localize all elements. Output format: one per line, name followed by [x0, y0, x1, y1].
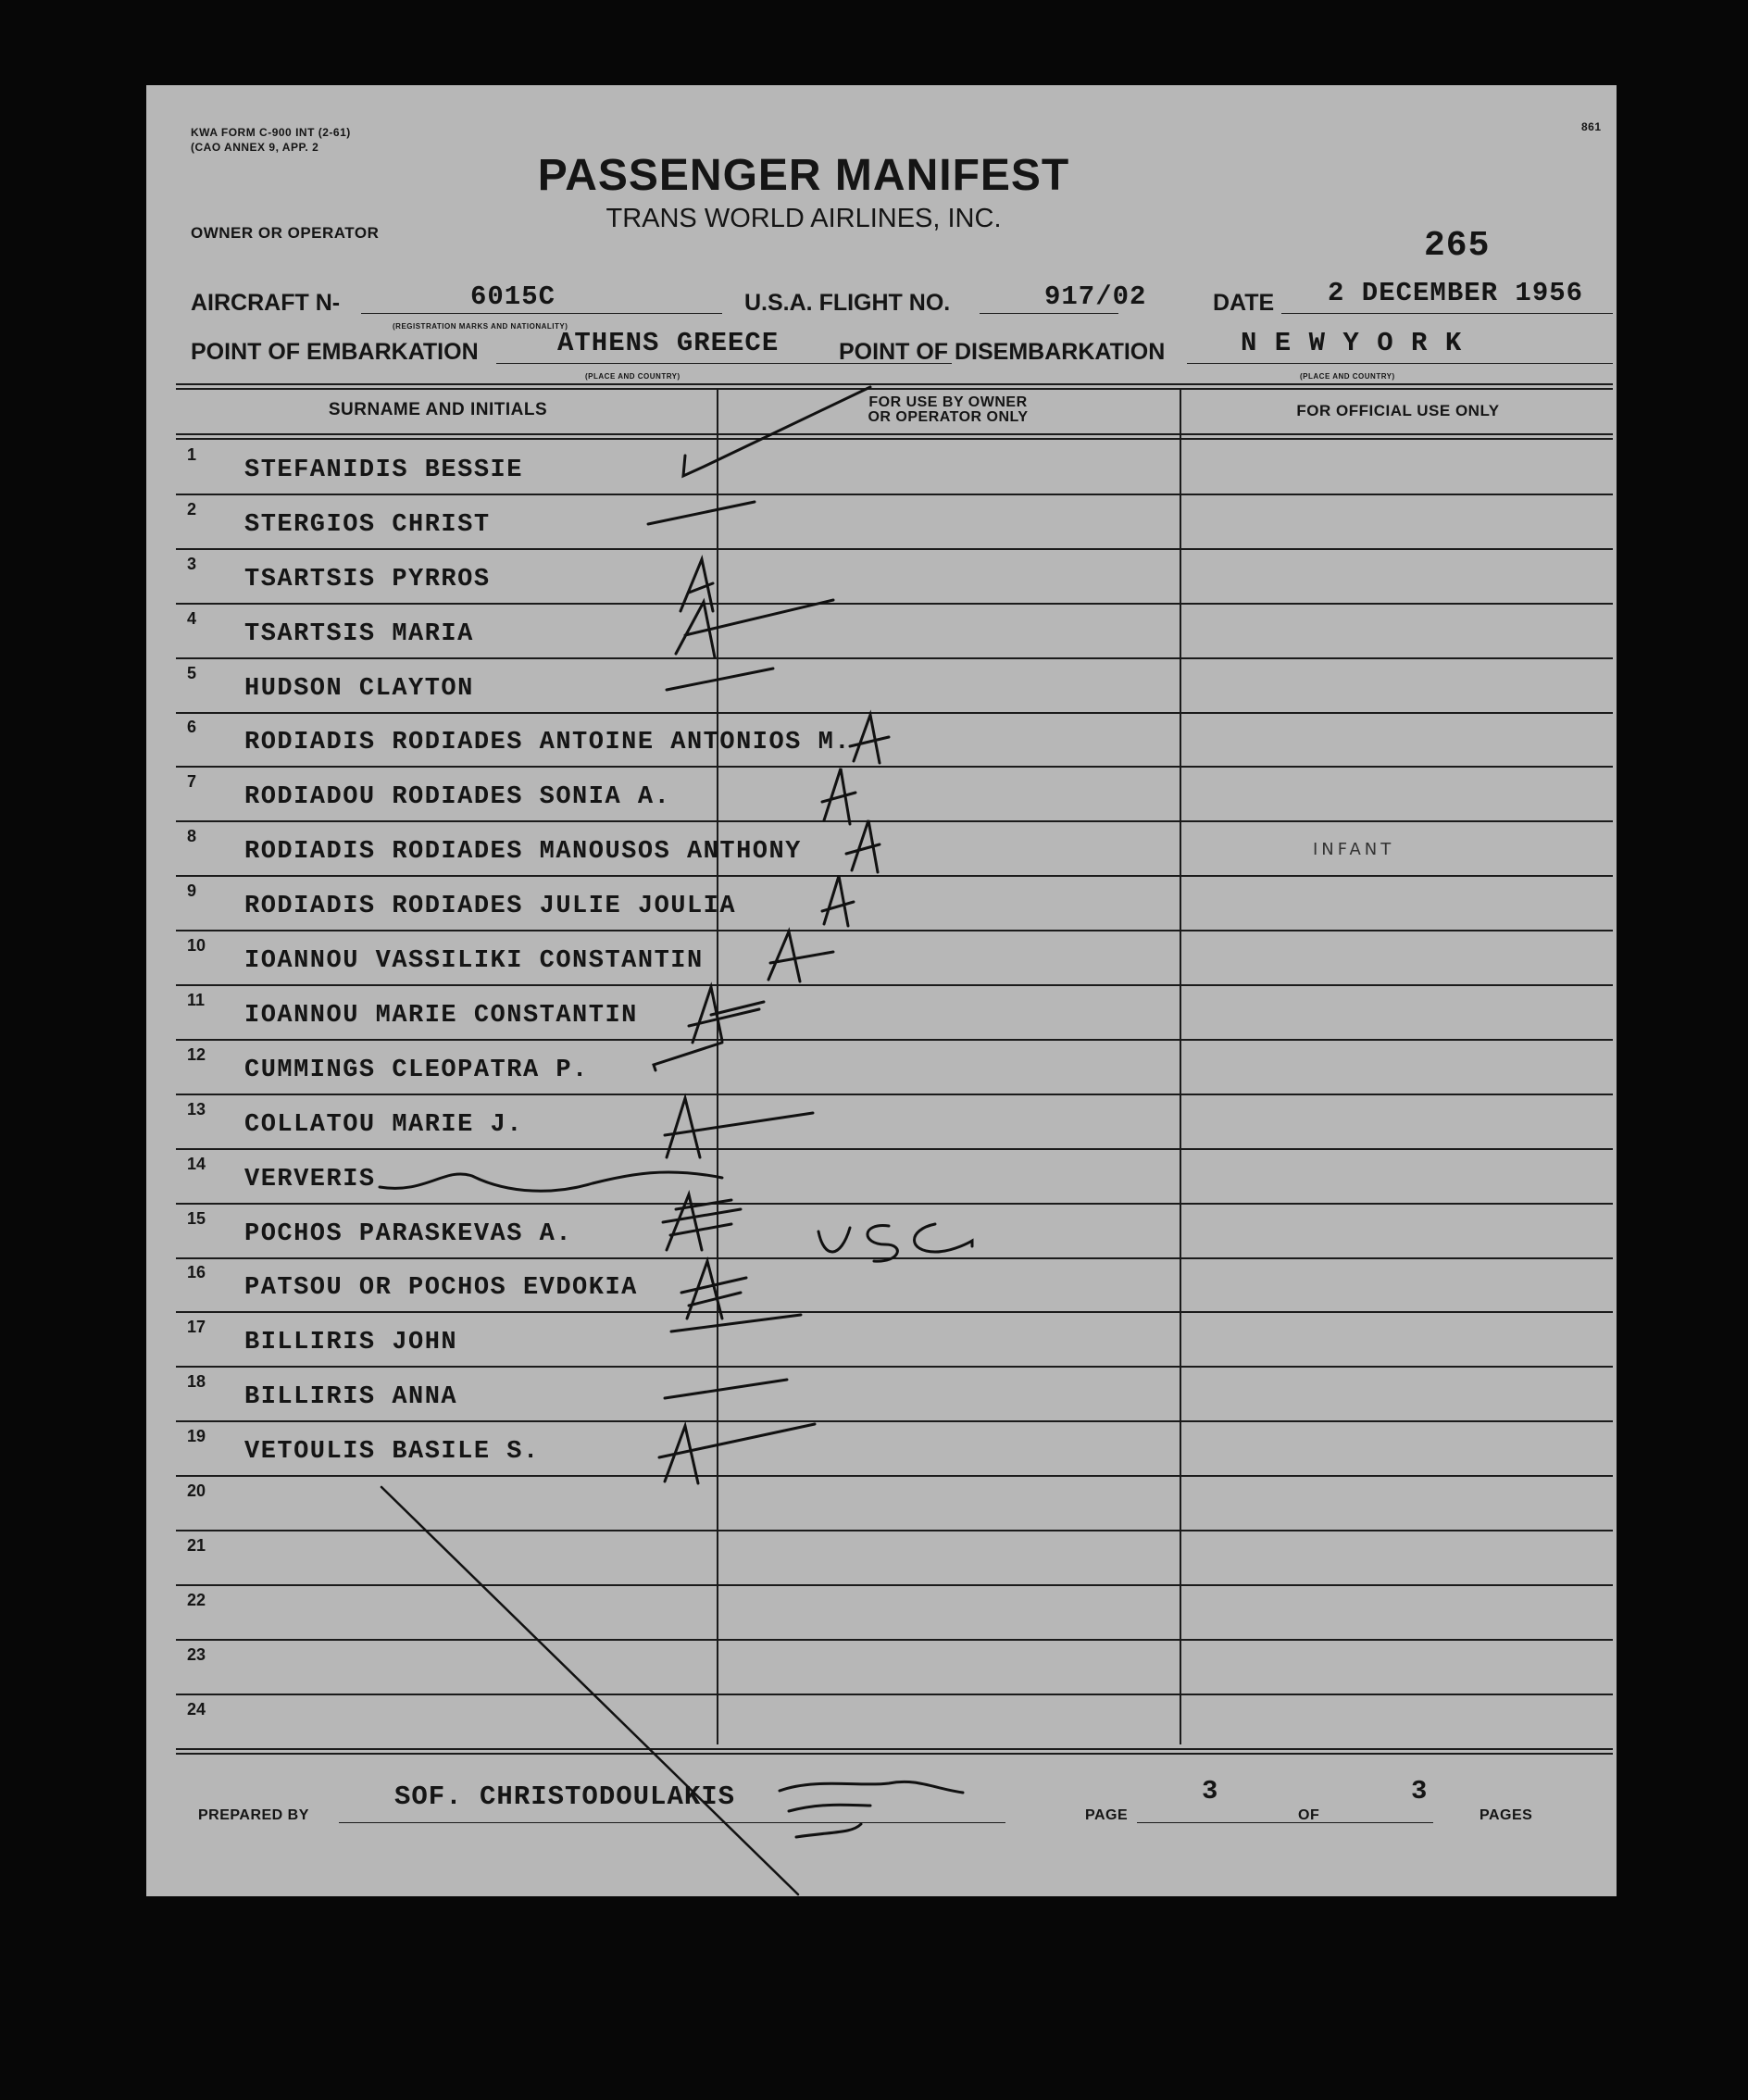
- row-number: 10: [187, 936, 206, 955]
- passenger-name: COLLATOU MARIE J.: [244, 1110, 523, 1139]
- column-owner-line2: OR OPERATOR ONLY: [868, 409, 1029, 425]
- disembarkation-note: (PLACE AND COUNTRY): [1300, 372, 1395, 381]
- row-rule: [176, 1420, 1613, 1422]
- row-rule: [176, 1039, 1613, 1041]
- row-number: 19: [187, 1427, 206, 1446]
- passenger-name: POCHOS PARASKEVAS A.: [244, 1219, 573, 1248]
- passenger-name: IOANNOU VASSILIKI CONSTANTIN: [244, 947, 704, 975]
- passenger-name: STEFANIDIS BESSIE: [244, 456, 523, 484]
- row-number: 16: [187, 1263, 206, 1282]
- disembarkation-label: POINT OF DISEMBARKATION: [839, 339, 1166, 365]
- row-number: 9: [187, 881, 197, 901]
- row-number: 20: [187, 1481, 206, 1500]
- aircraft-note: (REGISTRATION MARKS AND NATIONALITY): [393, 322, 568, 331]
- row-number: 8: [187, 827, 197, 846]
- row-rule: [176, 984, 1613, 986]
- row-rule: [176, 875, 1613, 877]
- of-label: OF: [1298, 1807, 1320, 1823]
- disembarkation-value: N E W Y O R K: [1241, 328, 1463, 358]
- row-rule: [176, 712, 1613, 714]
- row-number: 14: [187, 1154, 206, 1173]
- row-number: 3: [187, 554, 197, 573]
- column-divider-1: [717, 389, 718, 1744]
- row-rule: [176, 603, 1613, 605]
- row-number: 12: [187, 1044, 206, 1064]
- embarkation-label: POINT OF EMBARKATION: [191, 339, 479, 365]
- row-number: 24: [187, 1699, 206, 1719]
- row-rule: [176, 657, 1613, 659]
- passenger-name: RODIADOU RODIADES SONIA A.: [244, 783, 671, 812]
- passenger-name: VETOULIS BASILE S.: [244, 1438, 540, 1467]
- row-rule: [176, 1148, 1613, 1150]
- passenger-name: CUMMINGS CLEOPATRA P.: [244, 1056, 589, 1084]
- page-label: PAGE: [1085, 1807, 1129, 1823]
- passenger-name: BILLIRIS JOHN: [244, 1329, 458, 1357]
- row-rule: [176, 820, 1613, 822]
- passenger-name: BILLIRIS ANNA: [244, 1383, 458, 1412]
- row-number: 7: [187, 772, 197, 792]
- row-number: 11: [187, 990, 206, 1009]
- manifest-number: 265: [1424, 226, 1491, 266]
- page-number: 3: [1202, 1776, 1219, 1806]
- date-label: DATE: [1213, 290, 1275, 316]
- prepared-by-value: SOF. CHRISTODOULAKIS: [394, 1781, 736, 1812]
- row-number: 4: [187, 608, 197, 628]
- passenger-name: TSARTSIS PYRROS: [244, 565, 491, 594]
- column-owner-line1: FOR USE BY OWNER: [868, 394, 1028, 410]
- row-rule: [176, 1694, 1613, 1695]
- passenger-name: TSARTSIS MARIA: [244, 619, 474, 648]
- corner-mark: 861: [1581, 120, 1602, 133]
- passenger-name: RODIADIS RODIADES MANOUSOS ANTHONY: [244, 838, 802, 867]
- row-number: 5: [187, 663, 197, 682]
- row-rule: [176, 930, 1613, 931]
- passenger-name: HUDSON CLAYTON: [244, 674, 474, 703]
- flight-value: 917/02: [1044, 281, 1147, 312]
- row-number: 23: [187, 1644, 206, 1664]
- row-rule: [176, 1584, 1613, 1586]
- row-rule: [176, 1530, 1613, 1531]
- row-number: 6: [187, 718, 197, 737]
- form-code-line2: (CAO ANNEX 9, APP. 2: [191, 141, 319, 154]
- owner-operator-label: OWNER OR OPERATOR: [191, 224, 380, 242]
- row-number: 21: [187, 1535, 206, 1555]
- row-number: 17: [187, 1318, 206, 1337]
- passenger-name: RODIADIS RODIADES ANTOINE ANTONIOS M.: [244, 729, 851, 757]
- column-official: FOR OFFICIAL USE ONLY: [1296, 402, 1500, 419]
- passenger-name: VERVERIS: [244, 1165, 376, 1194]
- embarkation-value: ATHENS GREECE: [557, 328, 780, 358]
- row-number: 22: [187, 1590, 206, 1609]
- date-value: 2 DECEMBER 1956: [1328, 278, 1584, 308]
- page-total: 3: [1411, 1776, 1429, 1806]
- aircraft-label: AIRCRAFT N-: [191, 290, 341, 316]
- prepared-by-label: PREPARED BY: [198, 1807, 309, 1823]
- row-number: 1: [187, 444, 197, 464]
- row-number: 15: [187, 1208, 206, 1228]
- airline-name: TRANS WORLD AIRLINES, INC.: [606, 204, 1002, 233]
- row-rule: [176, 1257, 1613, 1259]
- row-rule: [176, 1203, 1613, 1205]
- passenger-name: IOANNOU MARIE CONSTANTIN: [244, 1001, 638, 1030]
- row-rule: [176, 1311, 1613, 1313]
- row-number: 13: [187, 1099, 206, 1119]
- pages-label: PAGES: [1480, 1807, 1533, 1823]
- passenger-name: STERGIOS CHRIST: [244, 510, 491, 539]
- aircraft-value: 6015C: [470, 281, 556, 312]
- page-title: PASSENGER MANIFEST: [537, 151, 1070, 200]
- manifest-sheet: [146, 85, 1617, 1896]
- passenger-name: PATSOU OR POCHOS EVDOKIA: [244, 1274, 638, 1303]
- column-divider-2: [1180, 389, 1181, 1744]
- column-surname: SURNAME AND INITIALS: [328, 400, 548, 419]
- row-rule: [176, 1639, 1613, 1641]
- flight-label: U.S.A. FLIGHT NO.: [744, 290, 951, 316]
- embarkation-note: (PLACE AND COUNTRY): [585, 372, 680, 381]
- row-rule: [176, 1366, 1613, 1368]
- row-rule: [176, 766, 1613, 768]
- passenger-name: RODIADIS RODIADES JULIE JOULIA: [244, 893, 737, 921]
- row-rule: [176, 1094, 1613, 1095]
- row-rule: [176, 1475, 1613, 1477]
- row-number: 18: [187, 1372, 206, 1392]
- form-code-line1: KWA FORM C-900 INT (2-61): [191, 126, 351, 139]
- row-rule: [176, 548, 1613, 550]
- official-use-entry: INFANT: [1313, 840, 1395, 860]
- row-rule: [176, 494, 1613, 495]
- row-number: 2: [187, 499, 197, 519]
